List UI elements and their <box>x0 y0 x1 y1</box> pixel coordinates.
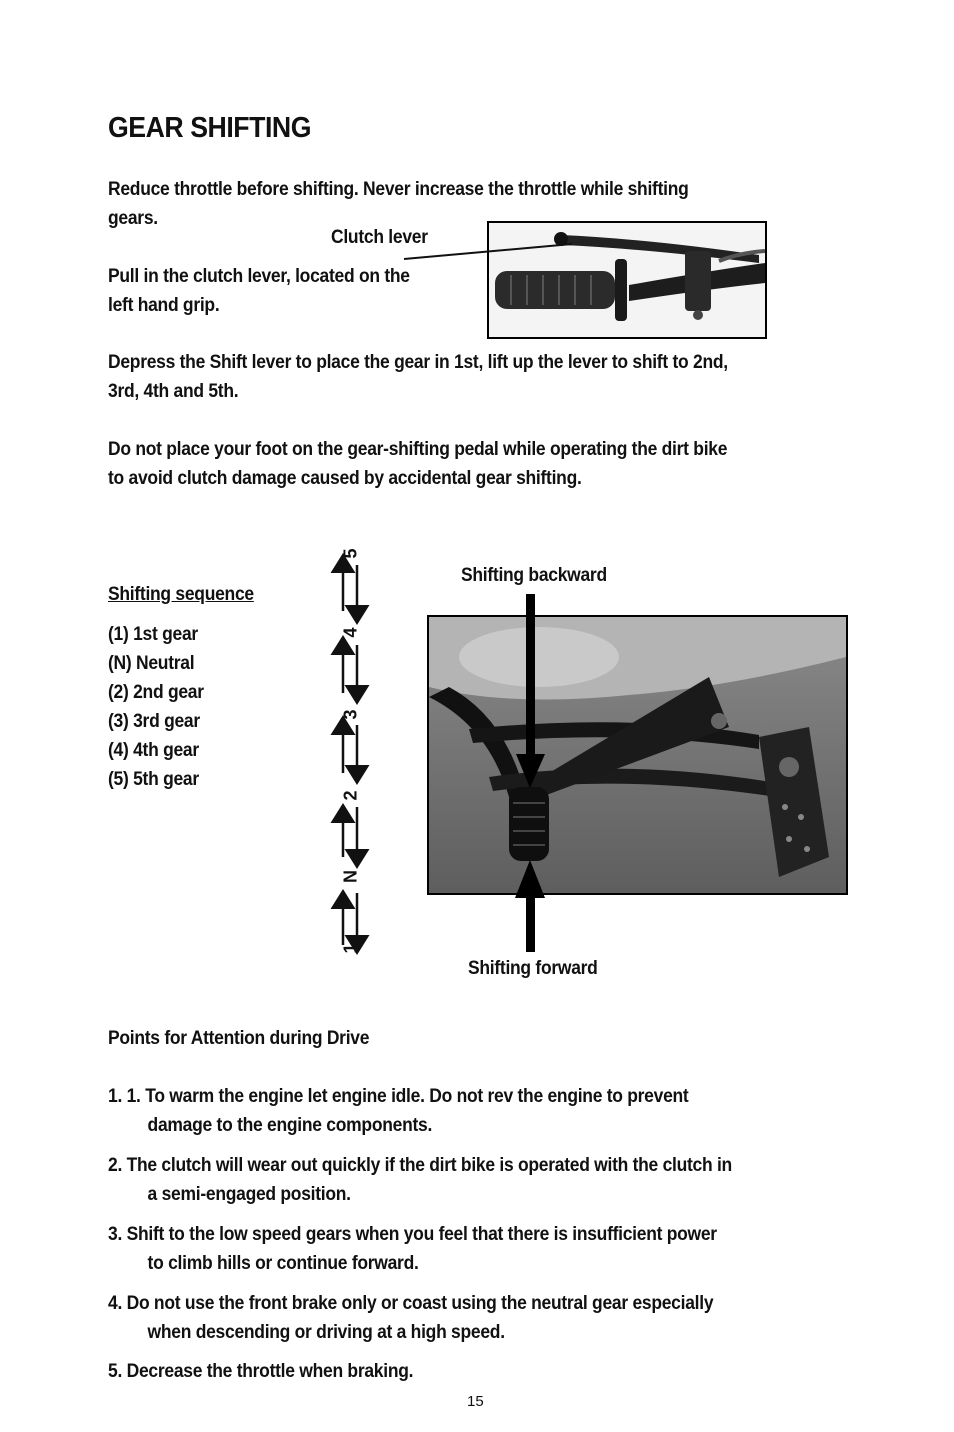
list-item: (5) 5th gear <box>108 769 199 790</box>
intro-line: Pull in the clutch lever, located on the <box>108 266 410 287</box>
intro-line: Depress the Shift lever to place the gear in 1st, lift up the lever to shift to 2nd, <box>108 352 728 373</box>
intro-line: Do not place your foot on the gear-shifting pedal while operating the dirt bike <box>108 439 728 460</box>
attention-line: damage to the engine components. <box>147 1115 433 1136</box>
attention-line: 2. The clutch will wear out quickly if the dirt bike is operated with the clutch in <box>108 1155 732 1176</box>
clutch-label-pointer <box>400 230 580 270</box>
attention-line: when descending or driving at a high speed. <box>147 1322 505 1343</box>
gear-label-3: 3 <box>340 709 361 720</box>
attention-heading: Points for Attention during Drive <box>108 1028 370 1049</box>
clutch-lever-label: Clutch lever <box>331 227 428 248</box>
gear-sequence-diagram <box>330 545 370 960</box>
intro-line: 3rd, 4th and 5th. <box>108 381 239 402</box>
page-title: GEAR SHIFTING <box>108 112 312 144</box>
intro-paragraph-4 <box>108 435 727 493</box>
attention-line: 1. 1. To warm the engine let engine idle. Do not rev the engine to prevent <box>108 1086 689 1107</box>
gear-label-5: 5 <box>340 548 361 559</box>
backward-arrow-head <box>516 754 545 788</box>
attention-item-3 <box>108 1220 717 1278</box>
gear-label-1: 1 <box>340 943 361 954</box>
list-item: (4) 4th gear <box>108 740 199 761</box>
attention-line: 3. Shift to the low speed gears when you feel that there is insufficient power <box>108 1224 717 1245</box>
list-item: (N) Neutral <box>108 653 195 674</box>
intro-line: left hand grip. <box>108 295 220 316</box>
intro-line: gears. <box>108 208 158 229</box>
backward-arrow-shaft <box>526 594 535 764</box>
intro-paragraph-2 <box>108 262 410 320</box>
attention-item-4 <box>108 1289 713 1347</box>
shifting-forward-label: Shifting forward <box>468 958 598 979</box>
intro-line: Reduce throttle before shifting. Never increase the throttle while shifting <box>108 179 689 200</box>
gear-label-n: N <box>340 870 361 883</box>
attention-item-5 <box>108 1357 413 1386</box>
shift-pedal-illustration <box>429 617 846 893</box>
gear-label-2: 2 <box>340 790 361 801</box>
intro-paragraph-3 <box>108 348 728 406</box>
intro-line: to avoid clutch damage caused by accidental gear shifting. <box>108 468 582 489</box>
shift-direction-arrows <box>500 592 560 954</box>
page-number: 15 <box>467 1393 484 1410</box>
shift-pedal-photo <box>427 615 848 895</box>
attention-line: 4. Do not use the front brake only or coast using the neutral gear especially <box>108 1293 714 1314</box>
list-item: (1) 1st gear <box>108 624 198 645</box>
sequence-list <box>108 620 204 794</box>
gear-label-4: 4 <box>340 627 361 638</box>
forward-arrow-shaft <box>526 892 535 952</box>
list-item: (2) 2nd gear <box>108 682 204 703</box>
shifting-backward-label: Shifting backward <box>461 565 607 586</box>
attention-item-1 <box>108 1082 688 1140</box>
attention-line: 5. Decrease the throttle when braking. <box>108 1361 414 1382</box>
sequence-heading: Shifting sequence <box>108 584 254 605</box>
attention-item-2 <box>108 1151 732 1209</box>
list-item: (3) 3rd gear <box>108 711 200 732</box>
attention-line: to climb hills or continue forward. <box>147 1253 419 1274</box>
attention-line: a semi-engaged position. <box>147 1184 351 1205</box>
